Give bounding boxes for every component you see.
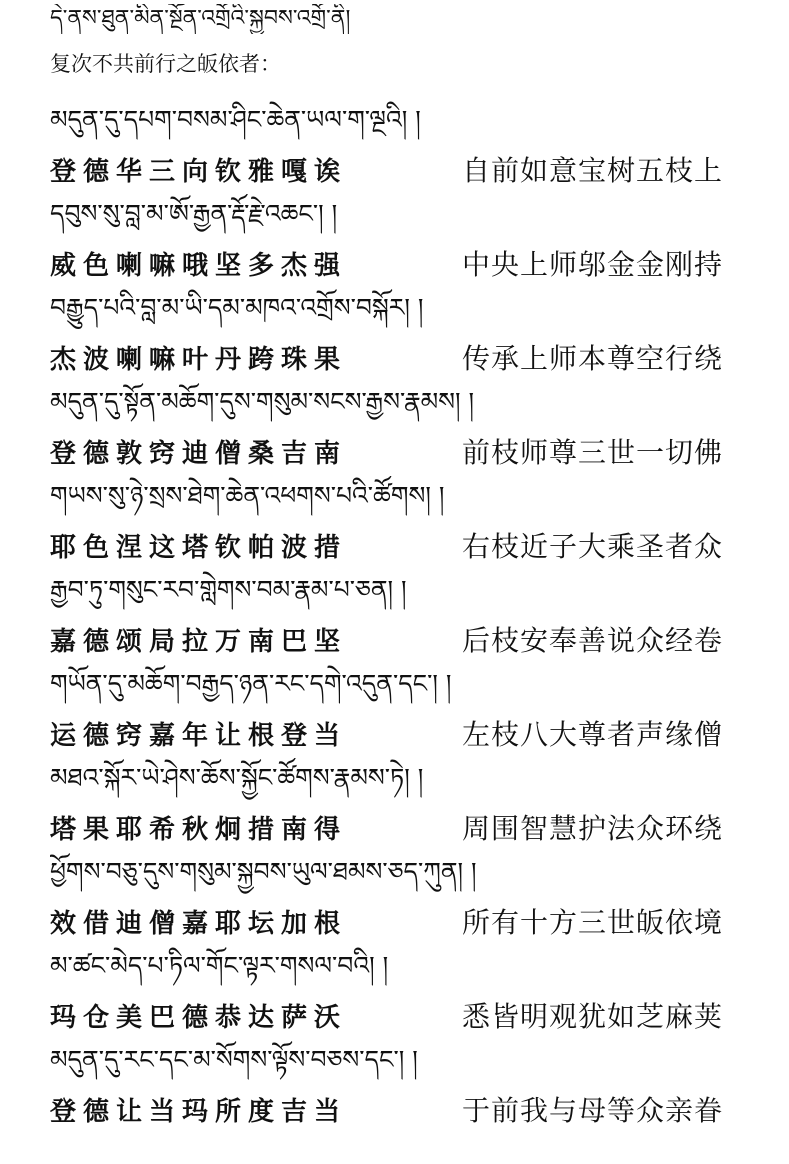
verse	[50, 382, 771, 476]
verse-meaning: 自前如意宝树五枝上	[462, 154, 724, 187]
verse-tibetan: ཕྱོགས་བཅུ་དུས་གསུམ་སྐྱབས་ཡུལ་ཐམས་ཅད་ཀུན། །	[50, 857, 477, 886]
verse	[50, 194, 771, 288]
verse-transliteration: 运德窍嘉年让根登当	[50, 720, 348, 751]
verse-transliteration: 耶色涅这塔钦帕波措	[50, 532, 348, 563]
verse-tibetan: དབུས་སུ་བླ་མ་ཨོ་རྒྱན་རྡོ་རྗེ་འཆང་། །	[50, 199, 338, 228]
verse-tibetan: མདུན་དུ་སྟོན་མཆོག་དུས་གསུམ་སངས་རྒྱས་རྣམས། །	[50, 387, 475, 416]
verse-tibetan: མདུན་དུ་དཔག་བསམ་ཤིང་ཆེན་ཡལ་ག་ལྔའི། །	[50, 105, 421, 134]
verse	[50, 288, 771, 382]
verse-chinese-row	[50, 428, 771, 474]
heading-chinese: 复次不共前行之皈依者：	[50, 52, 281, 76]
verse-transliteration: 威色喇嘛哦坚多杰强	[50, 250, 348, 281]
verse-tibetan: གཡས་སུ་ཉེ་སྲས་ཐེག་ཆེན་འཕགས་པའི་ཚོགས། །	[50, 481, 445, 510]
verse-meaning: 右枝近子大乘圣者众	[462, 530, 724, 563]
verse-transliteration: 效借迪僧嘉耶坛加根	[50, 908, 348, 939]
verse-meaning: 前枝师尊三世一切佛	[462, 436, 724, 469]
verse-transliteration: 杰波喇嘛叶丹跨珠果	[50, 344, 348, 375]
verse-transliteration: 嘉德颂局拉万南巴坚	[50, 626, 348, 657]
verse-transliteration: 登德敦窍迪僧桑吉南	[50, 438, 348, 469]
verse-meaning: 悉皆明观犹如芝麻荚	[462, 1000, 724, 1033]
verse-tibetan: མ་ཚང་མེད་པ་ཏིལ་གོང་ལྟར་གསལ་བའི། །	[50, 951, 389, 980]
verse	[50, 758, 771, 852]
verse-transliteration: 玛仓美巴德恭达萨沃	[50, 1002, 348, 1033]
verse	[50, 570, 771, 664]
verse-tibetan: མདུན་དུ་རང་དང་མ་སོགས་ལྟོས་བཅས་དང་། །	[50, 1045, 418, 1074]
verse-chinese-row	[50, 992, 771, 1038]
verse-chinese-row	[50, 146, 771, 192]
verse-chinese-row	[50, 334, 771, 380]
verse-transliteration: 塔果耶希秋炯措南得	[50, 814, 348, 845]
document-page	[0, 4, 789, 1164]
verse	[50, 946, 771, 1040]
verse	[50, 852, 771, 946]
verse-chinese-row	[50, 710, 771, 756]
verse-meaning: 传承上师本尊空行绕	[462, 342, 724, 375]
verse-tibetan: བརྒྱུད་པའི་བླ་མ་ཡི་དམ་མཁའ་འགྲོས་བསྐོར། །	[50, 293, 424, 322]
verse-list	[50, 100, 771, 1134]
verse-chinese-row	[50, 898, 771, 944]
verse-chinese-row	[50, 240, 771, 286]
verse-chinese-row	[50, 804, 771, 850]
verse-meaning: 周围智慧护法众环绕	[462, 812, 724, 845]
verse-meaning: 所有十方三世皈依境	[462, 906, 724, 939]
verse-chinese-row	[50, 1086, 771, 1132]
verse	[50, 100, 771, 194]
verse-meaning: 左枝八大尊者声缘僧	[462, 718, 724, 751]
heading-tibetan: དེ་ནས་ཐུན་མིན་སྔོན་འགྲོའི་སྐྱབས་འགྲོ་ནི།	[50, 6, 351, 31]
verse	[50, 476, 771, 570]
verse	[50, 1040, 771, 1134]
verse	[50, 664, 771, 758]
verse-tibetan: རྒྱབ་ཏུ་གསུང་རབ་གླེགས་བམ་རྣམ་པ་ཅན། །	[50, 575, 407, 604]
verse-chinese-row	[50, 616, 771, 662]
verse-meaning: 后枝安奉善说众经卷	[462, 624, 724, 657]
verse-chinese-row	[50, 522, 771, 568]
verse-transliteration: 登德华三向钦雅嘎诶	[50, 156, 348, 187]
verse-tibetan: མཐའ་སྐོར་ཡེ་ཤེས་ཆོས་སྐྱོང་ཚོགས་རྣམས་ཏེ། །	[50, 763, 424, 792]
verse-tibetan: གཡོན་དུ་མཆོག་བརྒྱད་ཉན་རང་དགེ་འདུན་དང་། །	[50, 669, 452, 698]
verse-meaning: 于前我与母等众亲眷	[462, 1094, 724, 1127]
verse-transliteration: 登德让当玛所度吉当	[50, 1096, 348, 1127]
verse-meaning: 中央上师邬金金刚持	[462, 248, 724, 281]
